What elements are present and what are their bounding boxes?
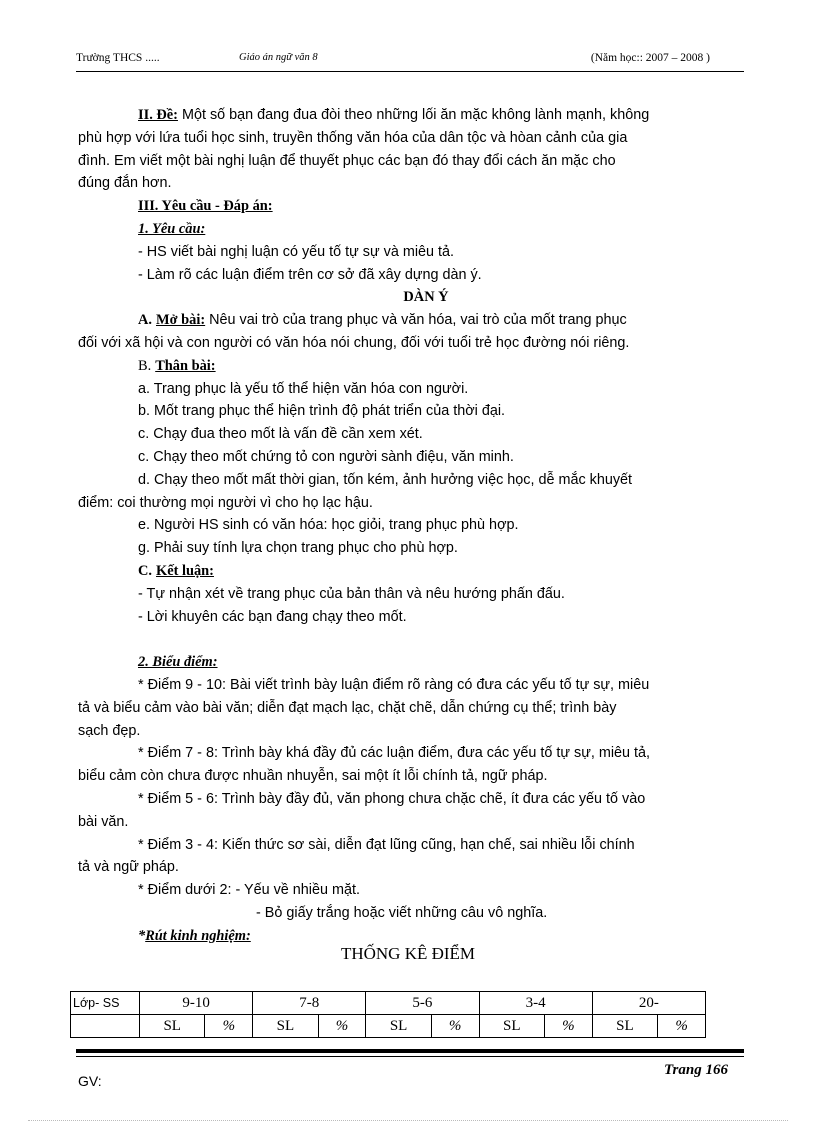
bieu-diem-7-8: * Điểm 7 - 8: Trình bày khá đầy đủ các luận điểm, đưa các yếu tố tự sự, miêu tả, [138, 745, 651, 762]
stats-group-20: 20- [592, 992, 705, 1015]
than-bai-label: Thân bài: [155, 357, 216, 374]
than-bai-item-c1: c. Chạy đua theo mốt là vấn đề cần xem xét. [138, 426, 423, 443]
stats-pct-5: % [658, 1015, 706, 1038]
header-school: Trường THCS ..... [76, 52, 160, 64]
ket-luan-item-1: - Tự nhận xét về trang phục của bản thân và nêu hướng phấn đấu. [138, 585, 565, 602]
bieu-diem-9-10-line-2: tả và biểu cảm vào bài văn; diễn đạt mạch lạc, chặt chẽ, dẫn chứng cụ thể; trình bày [78, 699, 617, 716]
rut-kinh-nghiem-star: * [138, 927, 146, 944]
document-body [78, 104, 744, 947]
bieu-diem-duoi-2: * Điểm dưới 2: - Yếu về nhiều mặt. [138, 882, 360, 899]
than-bai-letter: B. [138, 357, 152, 374]
stats-group-7-8: 7-8 [253, 992, 366, 1015]
de-text: Một số bạn đang đua đòi theo những lối ăn mặc không lành mạnh, không [177, 107, 650, 123]
stats-group-9-10: 9-10 [140, 992, 253, 1015]
stats-pct-2: % [318, 1015, 366, 1038]
mo-bai-label: Mở bài: [156, 312, 206, 329]
than-bai-item-d-cont: điểm: coi thường mọi người vì cho họ lạc hậu. [78, 494, 373, 511]
bieu-diem-3-4: * Điểm 3 - 4: Kiến thức sơ sài, diễn đạt lũng cũng, hạn chế, sai nhiều lỗi chính [138, 836, 635, 853]
than-bai-item-d: d. Chạy theo mốt mất thời gian, tốn kém, ảnh hưởng việc học, dễ mắc khuyết [138, 471, 633, 488]
ket-luan-letter: C. [138, 562, 152, 579]
stats-pct-1: % [205, 1015, 253, 1038]
page-bottom-dotted-line [28, 1120, 788, 1121]
rut-kinh-nghiem-label: Rút kinh nghiệm: [145, 927, 251, 944]
mo-bai-text: Nêu vai trò của trang phục và văn hóa, vai trò của mốt trang phục [205, 312, 627, 329]
than-bai-item-g: g. Phải suy tính lựa chọn trang phục cho phù hợp. [138, 540, 458, 557]
de-line-1: phù hợp với lứa tuổi học sinh, truyền thống văn hóa của dân tộc và hòan cảnh của gia [78, 129, 628, 146]
stats-sl-5: SL [592, 1015, 657, 1038]
ket-luan-item-2: - Lời khuyên các bạn đang chạy theo mốt. [138, 608, 407, 625]
yeu-cau-item-2: - Làm rõ các luận điểm trên cơ sở đã xây dựng dàn ý. [138, 266, 482, 283]
stats-sl-4: SL [479, 1015, 544, 1038]
bieu-diem-5-6-line-2: bài văn. [78, 813, 129, 830]
header-subject: Giáo án ngữ văn 8 [239, 52, 318, 63]
stats-group-3-4: 3-4 [479, 992, 592, 1015]
yeu-cau-heading: 1. Yêu cầu: [138, 220, 206, 237]
stats-pct-3: % [431, 1015, 479, 1038]
stats-table [70, 991, 706, 1038]
mo-bai-letter: A. [138, 312, 152, 329]
de-line-2: đình. Em viết một bài nghị luận để thuyết phục các bạn đó thay đổi cách ăn mặc cho [78, 152, 616, 169]
stats-title: THỐNG KÊ ĐIỂM [340, 944, 476, 963]
de-heading: II. Đề: [138, 107, 178, 123]
header-divider [76, 71, 744, 72]
stats-header-row [71, 992, 706, 1015]
bieu-diem-9-10-line-3: sạch đẹp. [78, 722, 141, 739]
spacer [78, 628, 744, 651]
than-bai-item-b: b. Mốt trang phục thể hiện trình độ phát triển của thời đại. [138, 403, 506, 420]
header-year: (Năm học:: 2007 – 2008 ) [590, 52, 710, 64]
than-bai-item-e: e. Người HS sinh có văn hóa: học giỏi, trang phục phù hợp. [138, 517, 519, 534]
stats-subheader-row [71, 1015, 706, 1038]
footer-divider-thick [76, 1049, 744, 1053]
yeu-cau-dap-an-heading: III. Yêu cầu - Đáp án: [138, 198, 273, 215]
stats-group-5-6: 5-6 [366, 992, 479, 1015]
footer-gv: GV: [78, 1073, 102, 1089]
stats-row-label: Lớp- SS [71, 992, 140, 1015]
bieu-diem-7-8-line-2: biểu cảm còn chưa được nhuần nhuyễn, sai một ít lỗi chính tả, ngữ pháp. [78, 768, 548, 785]
page-number: Trang 166 [663, 1062, 728, 1078]
bieu-diem-3-4-line-2: tả và ngữ pháp. [78, 859, 179, 876]
stats-empty-cell [71, 1015, 140, 1038]
mo-bai-text-cont: đối với xã hội và con người có văn hóa nói chung, đối với tuổi trẻ học đường nói riêng. [78, 334, 630, 351]
ket-luan-label: Kết luận: [156, 562, 214, 579]
bieu-diem-duoi-2-line-2: - Bỏ giấy trắng hoặc viết những câu vô nghĩa. [256, 904, 548, 921]
stats-pct-4: % [544, 1015, 592, 1038]
dan-y-title: DÀN Ý [403, 289, 449, 306]
bieu-diem-9-10: * Điểm 9 - 10: Bài viết trình bày luận điểm rõ ràng có đưa các yếu tố tự sự, miêu [138, 676, 650, 693]
stats-sl-1: SL [140, 1015, 205, 1038]
stats-sl-3: SL [366, 1015, 431, 1038]
de-line-3: đúng đắn hơn. [78, 175, 172, 192]
than-bai-item-c2: c. Chạy theo mốt chứng tỏ con người sành điệu, văn minh. [138, 448, 514, 465]
than-bai-item-a: a. Trang phục là yếu tố thể hiện văn hóa con người. [138, 380, 469, 397]
bieu-diem-heading: 2. Biểu điểm: [138, 654, 218, 671]
footer-divider-thin [76, 1056, 744, 1057]
stats-sl-2: SL [253, 1015, 318, 1038]
yeu-cau-item-1: - HS viết bài nghị luận có yếu tố tự sự và miêu tả. [138, 243, 455, 260]
bieu-diem-5-6: * Điểm 5 - 6: Trình bày đầy đủ, văn phong chưa chặc chẽ, ít đưa các yếu tố vào [138, 790, 646, 807]
